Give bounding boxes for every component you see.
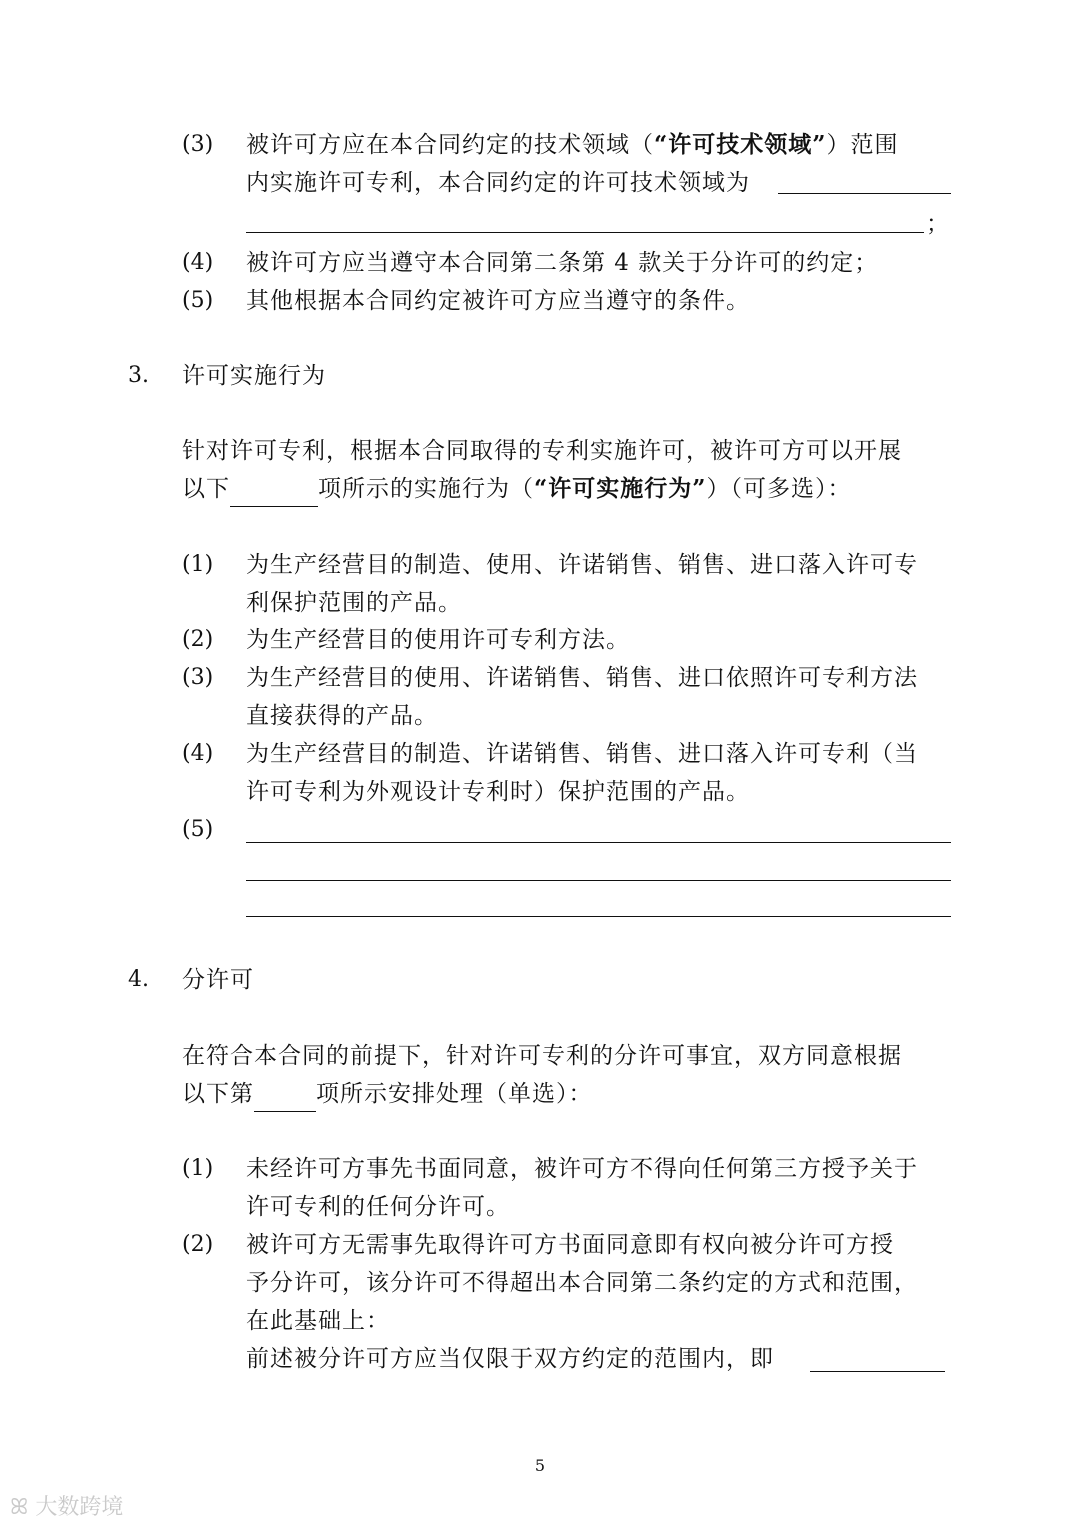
item-text: 前述被分许可方应当仅限于双方约定的范围内，即: [246, 1346, 774, 1372]
clause-number: (4): [182, 250, 214, 275]
item-text: 许可专利为外观设计专利时）保护范围的产品。: [246, 779, 750, 805]
item-number: (4): [182, 741, 214, 766]
item-text: 许可专利的任何分许可。: [246, 1194, 510, 1220]
item-number: (1): [182, 552, 214, 577]
item-text: 直接获得的产品。: [246, 703, 438, 729]
text-run: 被许可方应在本合同约定的技术领域（: [246, 132, 654, 158]
clause-number: (3): [182, 132, 214, 157]
paragraph-text: 针对许可专利，根据本合同取得的专利实施许可，被许可方可以开展: [182, 438, 902, 464]
watermark-logo-icon: ꕤ: [10, 1495, 29, 1520]
item-number: (5): [182, 817, 214, 842]
item-number: (2): [182, 1232, 214, 1257]
clause-text: ；: [926, 211, 950, 237]
item-number: (2): [182, 627, 214, 652]
clause-text: [246, 165, 750, 201]
page-number: 5: [534, 1456, 546, 1475]
clause-text: 其他根据本合同约定被许可方应当遵守的条件。: [246, 288, 750, 314]
text-run: 项所示的实施行为（: [318, 476, 534, 502]
paragraph-text: [182, 1076, 593, 1112]
item-text: 被许可方无需事先取得许可方书面同意即有权向被分许可方授: [246, 1232, 894, 1258]
item-text: 在此基础上：: [246, 1308, 390, 1334]
fill-in-blank[interactable]: [254, 1083, 316, 1112]
section-number: 3.: [128, 363, 149, 388]
paragraph-text: 在符合本合同的前提下，针对许可专利的分许可事宜，双方同意根据: [182, 1043, 902, 1069]
fill-in-blank[interactable]: [246, 916, 951, 917]
fill-in-blank[interactable]: [810, 1371, 945, 1372]
defined-term: “许可实施行为”: [534, 475, 707, 502]
watermark-text: 大数跨境: [35, 1495, 124, 1520]
paragraph-text: [182, 471, 851, 507]
fill-in-blank[interactable]: [246, 880, 951, 881]
fill-in-blank[interactable]: [778, 193, 951, 194]
watermark: [10, 1490, 123, 1521]
text-run: 项所示安排处理（单选）：: [316, 1081, 593, 1107]
item-number: (1): [182, 1156, 214, 1181]
item-text: 未经许可方事先书面同意，被许可方不得向任何第三方授予关于: [246, 1156, 918, 1182]
fill-in-blank[interactable]: [246, 232, 924, 233]
section-title: 许可实施行为: [182, 363, 326, 389]
item-text: 为生产经营目的制造、许诺销售、销售、进口落入许可专利（当: [246, 741, 918, 767]
clause-text: 被许可方应当遵守本合同第二条第 4 款关于分许可的约定；: [246, 250, 879, 276]
fill-in-blank[interactable]: [246, 842, 951, 843]
clause-number: (5): [182, 288, 214, 313]
item-text: 为生产经营目的使用许可专利方法。: [246, 627, 630, 653]
text-run: 以下: [182, 476, 230, 502]
item-text: 予分许可，该分许可不得超出本合同第二条约定的方式和范围，: [246, 1270, 918, 1296]
defined-term: “许可技术领域”: [654, 131, 827, 158]
section-number: 4.: [128, 967, 149, 992]
fill-in-blank[interactable]: [230, 478, 318, 507]
text-run: 内实施许可专利，本合同约定的许可技术领域为: [246, 170, 750, 196]
item-text: 为生产经营目的使用、许诺销售、销售、进口依照许可专利方法: [246, 665, 918, 691]
item-number: (3): [182, 665, 214, 690]
text-run: ）（可多选）：: [706, 476, 852, 502]
clause-text: [246, 127, 898, 163]
item-text: 利保护范围的产品。: [246, 590, 462, 616]
text-run: 以下第: [182, 1081, 254, 1107]
item-text: 为生产经营目的制造、使用、许诺销售、销售、进口落入许可专: [246, 552, 918, 578]
text-run: ）范围: [826, 132, 899, 158]
section-title: 分许可: [182, 967, 254, 993]
